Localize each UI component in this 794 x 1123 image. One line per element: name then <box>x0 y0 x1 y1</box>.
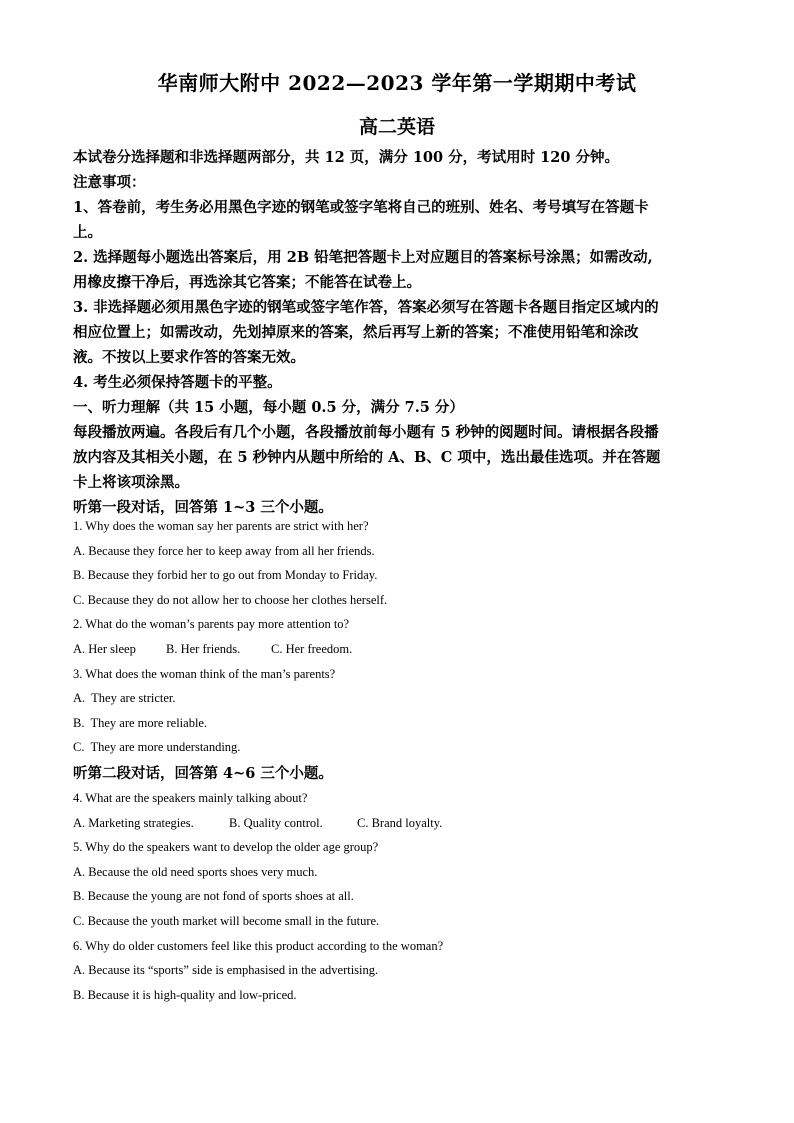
question-4-options <box>73 811 721 836</box>
question-4-stem: 4. What are the speakers mainly talking about? <box>73 791 308 805</box>
part2-questions <box>73 786 721 1007</box>
question-6-option-b: B. Because it is high-quality and low-priced. <box>73 987 297 1002</box>
question-1-option-a: A. Because they force her to keep away from all her friends. <box>73 543 375 558</box>
question-2-option-c: C. Her freedom. <box>271 641 353 656</box>
part1-questions <box>73 514 721 760</box>
question-2-options <box>73 637 721 662</box>
question-5-option-b: B. Because the young are not fond of sports shoes at all. <box>73 889 354 904</box>
question-2-option-a: A. Her sleep <box>73 641 136 656</box>
question-5-stem: 5. Why do the speakers want to develop the older age group? <box>73 840 379 855</box>
section-desc-cont: 放内容及其相关小题，在 5 秒钟内从题中所给的 A、B、C 项中，选出最佳选项。并在答题 <box>73 449 661 466</box>
question-2-stem: 2. What do the woman’s parents pay more attention to? <box>73 617 350 632</box>
question-1-stem: 1. Why does the woman say her parents are strict with her? <box>73 519 369 533</box>
instructions-block <box>73 145 721 520</box>
section-desc-cont2: 卡上将该项涂黑。 <box>73 474 189 491</box>
question-3-option-b: B. They are more reliable. <box>73 715 208 730</box>
notice-item-1-cont: 上。 <box>73 224 102 241</box>
question-3-option-c: C. They are more understanding. <box>73 740 241 755</box>
part2-heading-block <box>73 761 721 786</box>
question-3-stem: 3. What does the woman think of the man’s parents? <box>73 666 336 681</box>
question-1-option-b: B. Because they forbid her to go out from Monday to Friday. <box>73 568 378 583</box>
question-6-option-a: A. Because its “sports” side is emphasised in the advertising. <box>73 963 379 978</box>
intro-text: 本试卷分选择题和非选择题两部分，共 12 页，满分 100 分，考试用时 120 分钟。 <box>73 149 619 166</box>
section-desc: 每段播放两遍。各段后有几个小题，各段播放前每小题有 5 秒钟的阅题时间。请根据各段播 <box>73 424 659 441</box>
question-5-option-c: C. Because the youth market will become small in the future. <box>73 913 380 928</box>
notice-title: 注意事项： <box>73 174 146 191</box>
exam-subtitle: 高二英语 <box>358 116 435 138</box>
notice-item-2-cont: 用橡皮擦干净后，再选涂其它答案；不能答在试卷上。 <box>73 274 421 291</box>
question-5-option-a: A. Because the old need sports shoes very much. <box>73 864 318 879</box>
question-4-option-c: C. Brand loyalty. <box>357 815 443 830</box>
question-4-option-a: A. Marketing strategies. <box>73 815 194 830</box>
part2-heading: 听第二段对话，回答第 4~6 三个小题。 <box>73 765 333 782</box>
notice-item-4: 4. 考生必须保持答题卡的平整。 <box>73 374 282 391</box>
notice-item-3: 3. 非选择题必须用黑色字迹的钢笔或签字笔作答，答案必须写在答题卡各题目指定区域内的 <box>73 299 659 316</box>
question-2-option-b: B. Her friends. <box>166 641 241 656</box>
question-1-option-c: C. Because they do not allow her to choose her clothes herself. <box>73 592 388 607</box>
question-6-stem: 6. Why do older customers feel like this product according to the woman? <box>73 938 444 953</box>
question-3-option-a: A. They are stricter. <box>73 691 176 706</box>
question-4-option-b: B. Quality control. <box>229 815 323 830</box>
notice-item-1: 1、答卷前，考生务必用黑色字迹的钢笔或签字笔将自己的班别、姓名、考号填写在答题卡 <box>73 199 649 216</box>
notice-item-3-cont2: 液。不按以上要求作答的答案无效。 <box>73 349 305 366</box>
exam-title: 华南师大附中 2022—2023 学年第一学期期中考试 <box>157 71 637 95</box>
notice-item-3-cont: 相应位置上；如需改动，先划掉原来的答案，然后再写上新的答案；不准使用铅笔和涂改 <box>73 324 639 341</box>
section-heading: 一、听力理解（共 15 小题，每小题 0.5 分，满分 7.5 分） <box>73 399 464 416</box>
part1-heading: 听第一段对话，回答第 1~3 三个小题。 <box>73 499 333 516</box>
notice-item-2: 2. 选择题每小题选出答案后，用 2B 铅笔把答题卡上对应题目的答案标号涂黑；如需改动, <box>73 249 653 266</box>
